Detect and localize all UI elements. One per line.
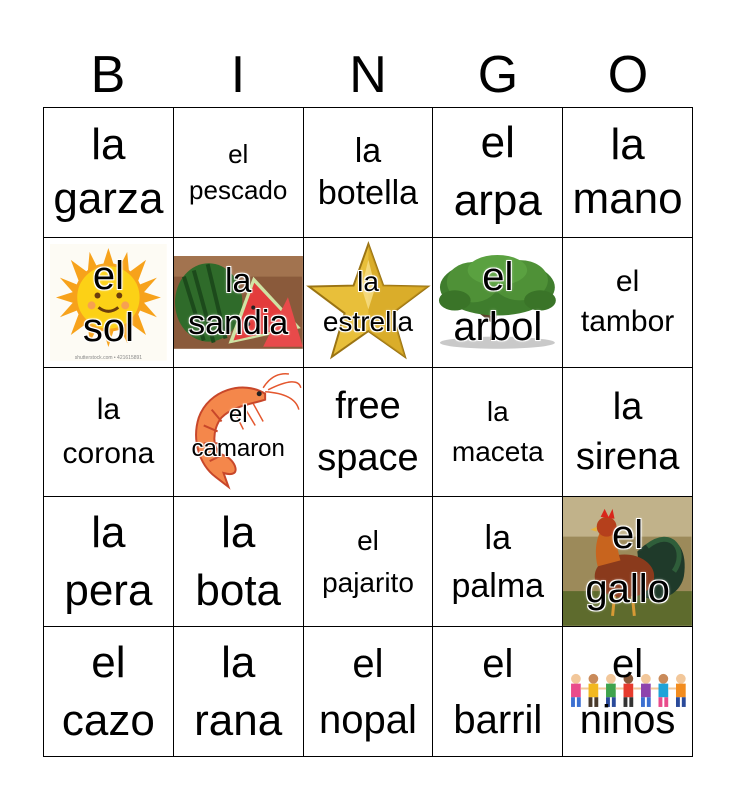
cell-word: rana	[194, 695, 283, 745]
cell-article: la	[221, 507, 256, 557]
bingo-cell-la-maceta[interactable]	[433, 368, 563, 498]
cell-article: la	[610, 120, 645, 170]
bingo-cell-el-cazo[interactable]	[44, 627, 174, 757]
cell-word: pera	[64, 565, 153, 615]
cell-article: la	[224, 262, 252, 301]
cell-word: cazo	[61, 695, 155, 745]
cell-article: el	[482, 255, 514, 300]
cell-word: barril	[453, 697, 543, 742]
header-letter-b: B	[90, 46, 126, 104]
cell-article: el	[91, 637, 126, 687]
cell-article: la	[91, 120, 126, 170]
bingo-cell-la-mano[interactable]	[563, 108, 693, 238]
cell-article: la	[612, 385, 643, 428]
bingo-cell-la-botella[interactable]	[304, 108, 434, 238]
bingo-cell-la-rana[interactable]	[174, 627, 304, 757]
cell-word: sirena	[575, 435, 680, 478]
bingo-grid	[43, 107, 693, 757]
cell-word: sandia	[188, 304, 289, 343]
cell-article: el	[480, 118, 515, 168]
bingo-cell-el-camaron[interactable]	[174, 368, 304, 498]
cell-article: la	[484, 518, 512, 557]
cell-word: bota	[195, 565, 282, 615]
cell-article: el	[228, 139, 249, 170]
bingo-cell-la-sandia[interactable]	[174, 238, 304, 368]
bingo-cell-la-pera[interactable]	[44, 497, 174, 627]
cell-word: arpa	[453, 176, 542, 226]
header-letter-i: I	[230, 46, 246, 104]
cell-word: camaron	[191, 434, 285, 462]
cell-word: sol	[82, 306, 134, 351]
cell-word: tambor	[580, 305, 675, 339]
bingo-cell-el-tambor[interactable]	[563, 238, 693, 368]
cell-word: pajarito	[322, 566, 414, 598]
cell-article: la	[96, 392, 121, 426]
cell-word: space	[317, 436, 419, 479]
bingo-cell-el-sol[interactable]	[44, 238, 174, 368]
cell-word: mano	[572, 174, 683, 224]
bingo-cell-el-gallo[interactable]	[563, 497, 693, 627]
bingo-cell-la-palma[interactable]	[433, 497, 563, 627]
cell-article: el	[92, 254, 124, 299]
cell-word: palma	[451, 566, 545, 605]
cell-article: el	[357, 524, 379, 556]
bingo-cell-el-arpa[interactable]	[433, 108, 563, 238]
cell-article: el	[612, 641, 644, 686]
bingo-cell-el-pajarito[interactable]	[304, 497, 434, 627]
cell-article: el	[615, 265, 640, 299]
cell-article: la	[354, 132, 382, 171]
bingo-cell-el-barril[interactable]	[433, 627, 563, 757]
cell-word: pescado	[189, 175, 288, 206]
header-letter-g: G	[477, 46, 519, 104]
cell-article: free	[335, 384, 401, 427]
cell-article: la	[357, 266, 379, 298]
cell-article: el	[352, 641, 384, 686]
bingo-cell-la-bota[interactable]	[174, 497, 304, 627]
bingo-cell-el-arbol[interactable]	[433, 238, 563, 368]
bingo-header	[43, 42, 693, 108]
header-letter-n: N	[349, 46, 387, 104]
cell-word: gallo	[585, 566, 670, 611]
cell-article: el	[482, 641, 514, 686]
bingo-cell-la-garza[interactable]	[44, 108, 174, 238]
cell-word: ninos	[579, 697, 676, 742]
cell-article: la	[91, 507, 126, 557]
cell-word: corona	[62, 436, 155, 470]
bingo-cell-el-nopal[interactable]	[304, 627, 434, 757]
cell-article: la	[221, 637, 256, 687]
cell-word: nopal	[319, 697, 417, 742]
cell-word: arbol	[453, 305, 543, 350]
cell-word: garza	[53, 174, 164, 224]
bingo-cell-la-estrella[interactable]	[304, 238, 434, 368]
bingo-cell-la-corona[interactable]	[44, 368, 174, 498]
bingo-cell-la-sirena[interactable]	[563, 368, 693, 498]
bingo-cell-free-space[interactable]	[304, 368, 434, 498]
cell-article: la	[486, 395, 509, 427]
bingo-cell-el-pescado[interactable]	[174, 108, 304, 238]
cell-word: botella	[317, 174, 419, 213]
header-letter-o: O	[607, 46, 649, 104]
bingo-cell-el-ninos[interactable]	[563, 627, 693, 757]
picture-caption: shutterstock.com • 421615891	[74, 354, 143, 361]
cell-article: el	[228, 400, 248, 428]
cell-word: estrella	[322, 306, 414, 338]
cell-word: maceta	[451, 435, 544, 467]
cell-article: el	[612, 512, 644, 557]
